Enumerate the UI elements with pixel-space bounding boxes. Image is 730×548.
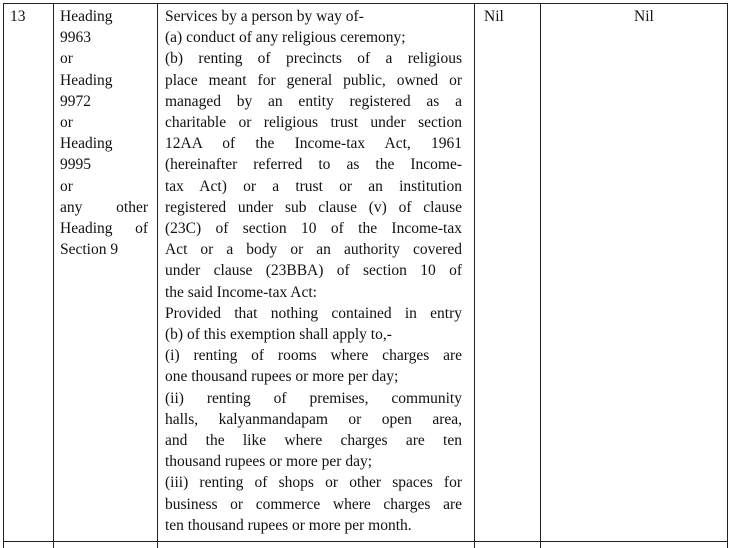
description-line: (ii) renting of premises, community [165,389,462,407]
description-line: 12AA of the Income-tax Act, 1961 [165,135,462,153]
description-line: Provided that nothing contained in entry [165,304,462,322]
description-line: ten thousand rupees or more per month. [165,516,412,534]
description-line: (hereinafter referred to as the Income- [165,156,462,174]
description-line: business or commerce where charges are [165,495,462,513]
heading-word: any [60,198,83,216]
description-line: (b) of this exemption shall apply to,- [165,326,392,344]
rate-value: Nil [484,8,504,25]
description-line: (23C) of section 10 of the Income-tax [165,220,462,238]
column-divider [3,3,4,548]
description-line: (b) renting of precincts of a religious [165,50,462,68]
heading-line: Heading [60,135,113,153]
condition-value: Nil [634,8,654,25]
heading-line: or [60,177,73,195]
column-divider [727,3,728,548]
description-line: (i) renting of rooms where charges are [165,347,462,365]
heading-word: Heading [60,220,113,238]
description-line: thousand rupees or more per day; [165,453,373,471]
heading-line-justified [60,197,148,218]
column-divider [540,3,541,548]
description-line: Services by a person by way of- [165,8,364,25]
description-line: and the like where charges are ten [165,432,462,450]
heading-line: 9995 [60,156,91,174]
heading-line: Heading [60,8,113,25]
description-line: halls, kalyanmandapam or open area, [165,410,462,428]
description-line: under clause (23BBA) of section 10 of [165,262,462,280]
description-cell [165,6,462,536]
heading-line: 9972 [60,92,91,110]
serial-number: 13 [10,8,26,25]
heading-line: Section 9 [60,241,119,259]
heading-cell [60,6,150,260]
column-divider [157,3,158,548]
description-line: (a) conduct of any religious ceremony; [165,29,406,47]
description-line: (iii) renting of shops or other spaces for [165,474,462,492]
column-divider [53,3,54,548]
table-top-border [3,3,727,4]
table-bottom-border [3,541,727,542]
column-divider [474,3,475,548]
description-line: managed by an entity registered as a [165,92,462,110]
heading-word: of [135,220,148,238]
description-line: the said Income-tax Act: [165,283,317,301]
heading-line: Heading [60,71,113,89]
heading-line: or [60,50,73,68]
heading-word: other [116,198,148,216]
description-line: one thousand rupees or more per day; [165,368,399,386]
heading-line-justified [60,218,148,239]
description-line: charitable or religious trust under section [165,114,462,132]
description-line: place meant for general public, owned or [165,71,462,89]
description-line: tax Act) or a trust or an institution [165,177,462,195]
heading-line: 9963 [60,29,91,47]
heading-line: or [60,114,73,132]
description-line: Act or a body or an authority covered [165,241,462,259]
description-line: registered under sub clause (v) of clause [165,198,462,216]
